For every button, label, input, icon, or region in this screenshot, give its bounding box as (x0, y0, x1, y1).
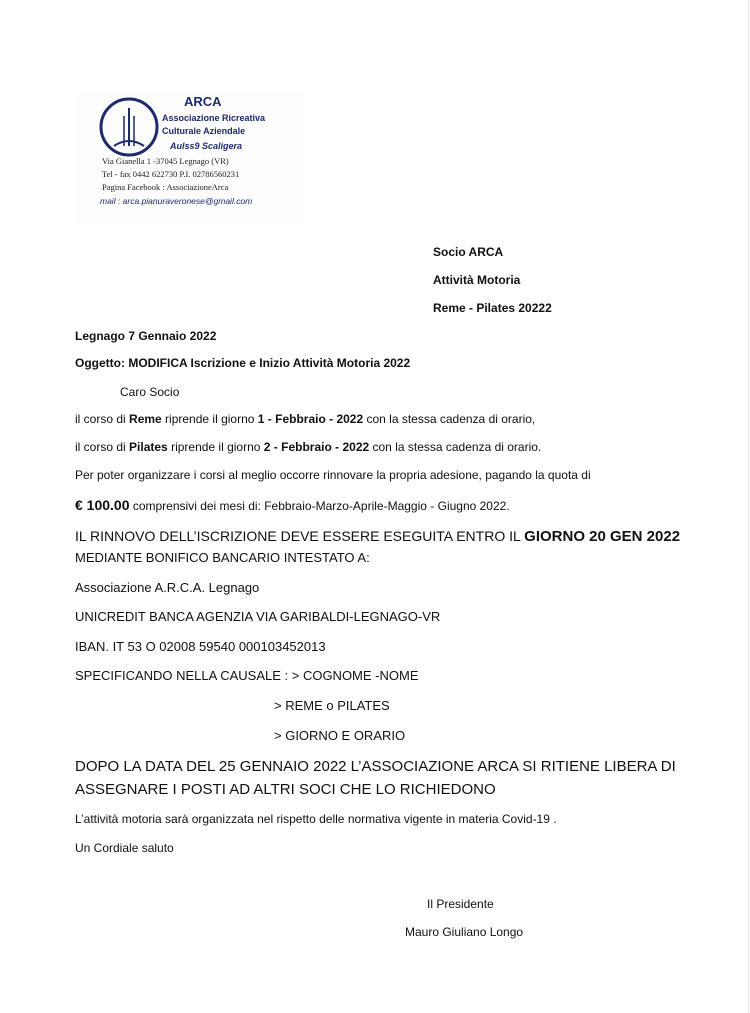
letter-greeting: Caro Socio (120, 385, 180, 399)
covid-note: L’attività motoria sarà organizzata nel rispetto delle normativa vigente in materia Covid-19 . (75, 812, 557, 826)
causale-label: SPECIFICANDO NELLA CAUSALE : > COGNOME -NOME (75, 668, 419, 683)
deadline-line: MEDIANTE BONIFICO BANCARIO INTESTATO A: (75, 550, 370, 565)
logo-facebook: Pagina Facebook : AssociazioneArca (102, 182, 229, 192)
bank-holder: Associazione A.R.C.A. Legnago (75, 580, 260, 595)
bank-iban: IBAN. IT 53 O 02008 59540 000103452013 (75, 639, 326, 654)
letter-date: Legnago 7 Gennaio 2022 (75, 329, 217, 343)
causale-item: > REME o PILATES (274, 698, 390, 713)
header-line: Socio ARCA (433, 245, 504, 259)
logo-line: Associazione Ricreativa (162, 113, 266, 123)
fee-amount: € 100.00 (75, 497, 130, 513)
bank-name: UNICREDIT BANCA AGENZIA VIA GARIBALDI-LEGNAGO-VR (75, 609, 441, 624)
deadline-line: IL RINNOVO DELL’ISCRIZIONE DEVE ESSERE ESEGUITA ENTRO IL GIORNO 20 GEN 2022 (75, 528, 681, 545)
reme-paragraph: il corso di Reme riprende il giorno 1 - Febbraio - 2022 con la stessa cadenza di orario, (75, 412, 536, 426)
causale-item: > GIORNO E ORARIO (274, 728, 406, 743)
warning-line: ASSEGNARE I POSTI AD ALTRI SOCI CHE LO RICHIEDONO (75, 781, 496, 798)
arca-logo (76, 92, 302, 224)
logo-brand: ARCA (184, 94, 222, 109)
closing: Un Cordiale saluto (75, 841, 174, 855)
warning-line: DOPO LA DATA DEL 25 GENNAIO 2022 L’ASSOCIAZIONE ARCA SI RITIENE LIBERA DI (75, 758, 676, 775)
pilates-paragraph: il corso di Pilates riprende il giorno 2 - Febbraio - 2022 con la stessa cadenza di orario. (75, 440, 542, 454)
letter-subject: Oggetto: MODIFICA Iscrizione e Inizio Attività Motoria 2022 (75, 356, 411, 370)
logo-line: Culturale Aziendale (162, 126, 246, 136)
arca-emblem-icon (98, 96, 160, 158)
signature-role: Il Presidente (427, 897, 494, 911)
header-line: Reme - Pilates 20222 (433, 301, 552, 315)
header-line: Attività Motoria (433, 273, 521, 287)
logo-address: Via Gianella 1 -37045 Legnago (VR) (102, 156, 229, 166)
renew-paragraph: Per poter organizzare i corsi al meglio occorre rinnovare la propria adesione, pagando la quota di (75, 468, 591, 482)
deadline-date: GIORNO 20 GEN 2022 (524, 528, 681, 545)
logo-email: mail : arca.pianuraveronese@gmail.com (100, 196, 253, 206)
logo-line: Aulss9 Scaligera (170, 141, 243, 151)
fee-paragraph: € 100.00 comprensivi dei mesi di: Febbraio-Marzo-Aprile-Maggio - Giugno 2022. (75, 497, 510, 513)
logo-phone: Tel - fax 0442 622730 P.I. 02786560231 (102, 169, 240, 179)
signature-name: Mauro Giuliano Longo (405, 925, 524, 939)
